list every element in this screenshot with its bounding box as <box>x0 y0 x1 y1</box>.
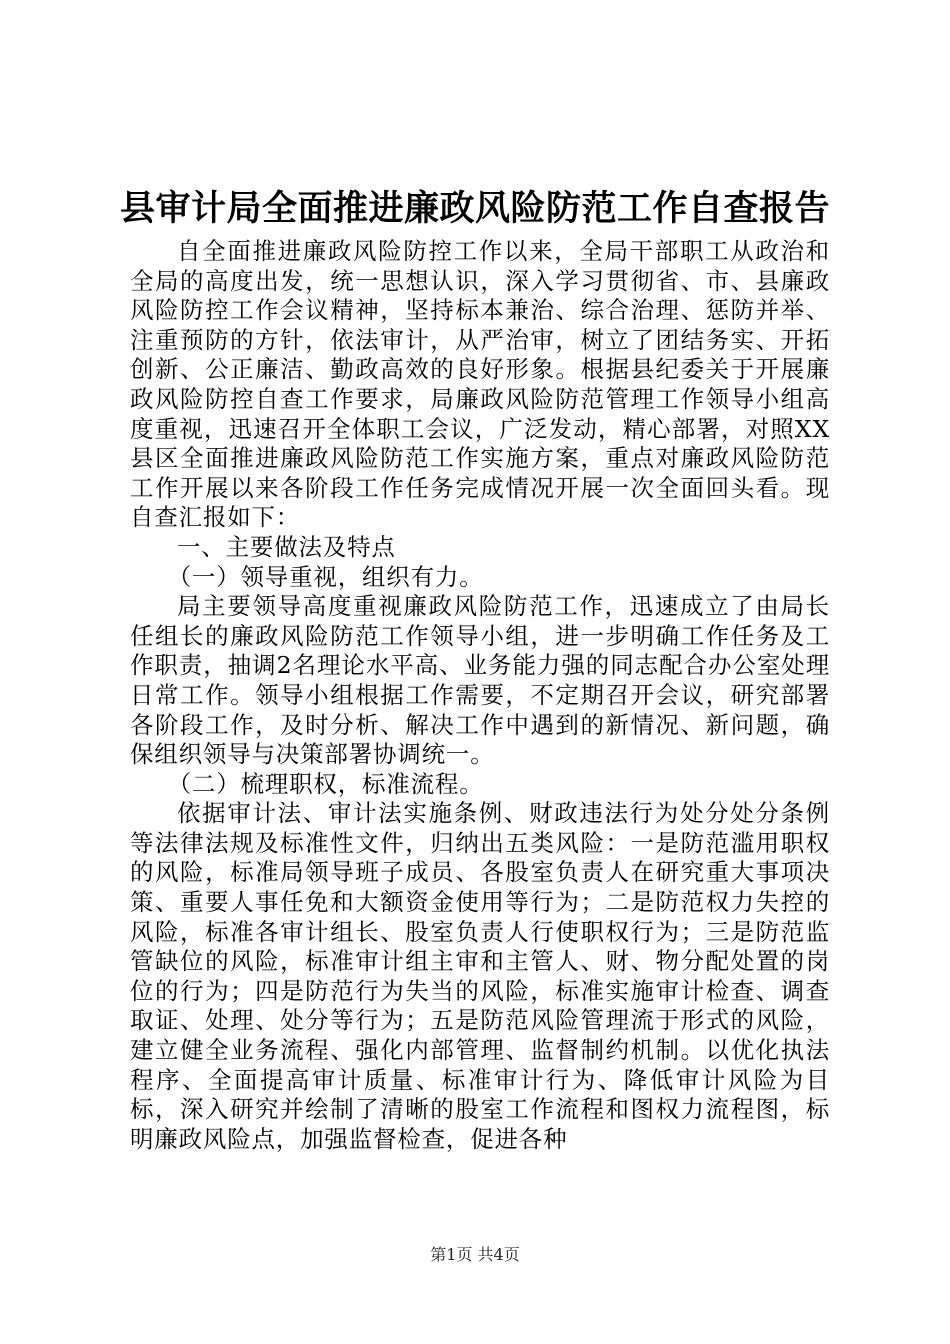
page-number-footer: 第1页 共4页 <box>430 1245 520 1264</box>
subsection-paragraph-1: 局主要领导高度重视廉政风险防范工作，迅速成立了由局长任组长的廉政风险防范工作领导小组，进一步明确工作任务及工作职责，抽调2名理论水平高、业务能力强的同志配合办公室处理日常工作。领导小组根据工作需要，不定期召开会议，研究部署各阶段工作，及时分析、解决工作中遇到的新情况、新问题，确保组织领导与决策部署协调统一。 <box>130 592 830 769</box>
subsection-paragraph-2: 依据审计法、审计法实施条例、财政违法行为处分处分条例等法律法规及标准性文件，归纳出五类风险：一是防范滥用职权的风险，标准局领导班子成员、各股室负责人在研究重大事项决策、重要人事任免和大额资金使用等行为；二是防范权力失控的风险，标准各审计组长、股室负责人行使职权行为；三是防范监管缺位的风险，标准审计组主审和主管人、财、物分配处置的岗位的行为；四是防范行为失当的风险，标准实施审计检查、调查取证、处理、处分等行为；五是防范风险管理流于形式的风险，建立健全业务流程、强化内部管理、监督制约机制。以优化执法程序、全面提高审计质量、标准审计行为、降低审计风险为目标，深入研究并绘制了清晰的股室工作流程和图权力流程图，标明廉政风险点，加强监督检查，促进各种 <box>130 799 830 1153</box>
intro-paragraph: 自全面推进廉政风险防控工作以来，全局干部职工从政治和全局的高度出发，统一思想认识，深入学习贯彻省、市、县廉政风险防控工作会议精神，坚持标本兼治、综合治理、惩防并举、注重预防的方针，依法审计，从严治审，树立了团结务实、开拓创新、公正廉洁、勤政高效的良好形象。根据县纪委关于开展廉政风险防控自查工作要求，局廉政风险防范管理工作领导小组高度重视，迅速召开全体职工会议，广泛发动，精心部署，对照XX县区全面推进廉政风险防范工作实施方案，重点对廉政风险防范工作开展以来各阶段工作任务完成情况开展一次全面回头看。现自查汇报如下： <box>130 237 830 532</box>
subsection-heading-1: （一）领导重视，组织有力。 <box>167 562 484 591</box>
document-body <box>130 237 830 1154</box>
section-heading: 一、主要做法及特点 <box>177 532 396 561</box>
document-title: 县审计局全面推进廉政风险防范工作自查报告 <box>119 188 830 229</box>
subsection-heading-2: （二）梳理职权，标准流程。 <box>167 769 484 798</box>
